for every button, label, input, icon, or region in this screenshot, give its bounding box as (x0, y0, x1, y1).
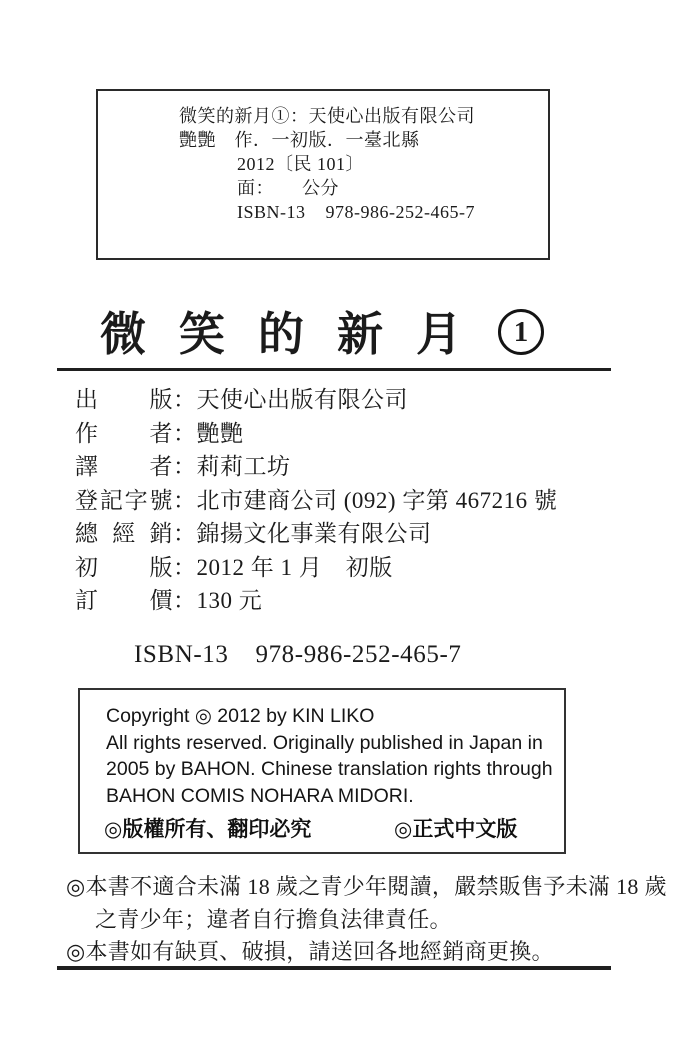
cip-size-line: 面： 公分 (237, 178, 339, 198)
row-label: 初 版 (75, 554, 173, 580)
rights-reserved-stamp: ◎版權所有、翻印必究 (104, 818, 312, 841)
row-label: 訂 價 (75, 588, 173, 614)
row-label: 譯 者 (75, 454, 173, 480)
copyright-box (78, 688, 566, 854)
cip-title-line: 微笑的新月①：天使心出版有限公司 (179, 106, 475, 126)
row-value: 艷艷 (196, 420, 244, 446)
cip-data-box (96, 89, 550, 260)
row-value: 錦揚文化事業有限公司 (196, 521, 432, 547)
cip-isbn-line: ISBN-13 978-986-252-465-7 (237, 202, 475, 222)
row-label: 出 版 (75, 387, 173, 413)
book-title: 微笑的新月 (100, 309, 495, 360)
translator-row (75, 448, 620, 482)
row-label: 總 經 銷 (75, 521, 173, 547)
row-colon: ： (173, 521, 197, 547)
replacement-notice: ◎本書如有缺頁、破損，請送回各地經銷商更換。 (66, 939, 554, 964)
official-chinese-stamp: ◎正式中文版 (394, 818, 518, 841)
copyright-line: BAHON COMIS NOHARA MIDORI. (106, 784, 414, 807)
cip-author-line: 艷艷 作．一初版．一臺北縣 (179, 130, 420, 150)
age-warning-line-1: ◎本書不適合未滿 18 歲之青少年閱讀，嚴禁販售予未滿 18 歲 (66, 874, 667, 899)
book-title-row (100, 300, 544, 362)
cip-year-line: 2012〔民 101〕 (237, 154, 364, 174)
row-label: 作 者 (75, 420, 173, 446)
row-value: 天使心出版有限公司 (196, 387, 408, 413)
age-warning-line-2: 之青少年；違者自行擔負法律責任。 (95, 906, 452, 932)
row-value: 莉莉工坊 (196, 454, 291, 480)
row-label: 登 記 字 號 (75, 487, 173, 513)
title-divider-rule (57, 368, 611, 371)
volume-number-badge: 1 (498, 309, 544, 355)
registration-row (75, 482, 620, 516)
row-value: 130 元 (196, 588, 263, 614)
row-colon: ： (173, 387, 197, 413)
author-row (75, 415, 620, 449)
copyright-line: All rights reserved. Originally published in Japan in (106, 731, 543, 754)
reader-notices (66, 871, 667, 969)
bottom-border-rule (57, 966, 611, 970)
isbn-label: ISBN-13 (134, 641, 229, 668)
isbn-number: 978-986-252-465-7 (255, 641, 462, 668)
row-value: 北市建商公司 (092) 字第 467216 號 (196, 487, 558, 513)
row-colon: ： (173, 554, 197, 580)
row-colon: ： (173, 588, 197, 614)
row-colon: ： (173, 487, 197, 513)
publisher-row (75, 381, 620, 415)
row-colon: ： (173, 454, 197, 480)
isbn-line (134, 641, 462, 669)
copyright-line: 2005 by BAHON. Chinese translation rights through (106, 758, 553, 780)
publication-details-list (75, 381, 620, 616)
row-colon: ： (173, 420, 197, 446)
distributor-row (75, 515, 620, 549)
row-value: 2012 年 1 月 初版 (196, 554, 393, 580)
price-row (75, 582, 620, 616)
edition-row (75, 549, 620, 583)
copyright-line: Copyright ◎ 2012 by KIN LIKO (106, 705, 375, 727)
